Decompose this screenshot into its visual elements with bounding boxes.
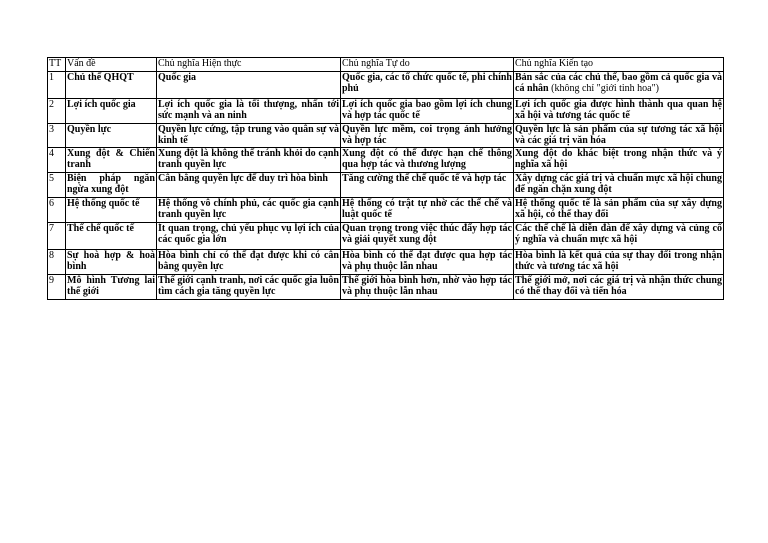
row-number: 8 (48, 250, 66, 275)
table-row (48, 72, 724, 99)
liberalism-cell: Xung đột có thể được hạn chế thông qua hợp tác và thương lượng (341, 148, 514, 173)
realism-cell: Thế giới cạnh tranh, nơi các quốc gia luôn tìm cách gia tăng quyền lực (157, 275, 341, 300)
table-row (48, 250, 724, 275)
constructivism-cell: Các thể chế là diễn đàn để xây dựng và củng cố ý nghĩa và chuẩn mực xã hội (514, 223, 724, 250)
row-number: 1 (48, 72, 66, 99)
realism-cell: Cân bằng quyền lực để duy trì hòa bình (157, 173, 341, 198)
realism-cell: Hòa bình chỉ có thể đạt được khi có cân bằng quyền lực (157, 250, 341, 275)
constructivism-cell: Xung đột do khác biệt trong nhận thức và ý nghĩa xã hội (514, 148, 724, 173)
header-issue: Vấn đề (66, 58, 157, 72)
issue-cell: Hệ thống quốc tế (66, 198, 157, 223)
liberalism-cell: Tăng cường thể chế quốc tế và hợp tác (341, 173, 514, 198)
realism-cell: Ít quan trọng, chủ yếu phục vụ lợi ích của các quốc gia lớn (157, 223, 341, 250)
issue-cell: Lợi ích quốc gia (66, 99, 157, 124)
liberalism-cell: Quan trọng trong việc thúc đẩy hợp tác và giải quyết xung đột (341, 223, 514, 250)
constructivism-text: Bản sắc của các chủ thể, bao gồm cả quốc gia và cá nhân (515, 72, 722, 95)
row-number: 2 (48, 99, 66, 124)
table-row (48, 173, 724, 198)
row-number: 9 (48, 275, 66, 300)
constructivism-cell: Thế giới mở, nơi các giá trị và nhận thức chung có thể thay đổi và tiến hóa (514, 275, 724, 300)
constructivism-cell: Hòa bình là kết quả của sự thay đổi trong nhận thức và tương tác xã hội (514, 250, 724, 275)
issue-cell: Biện pháp ngăn ngừa xung đột (66, 173, 157, 198)
liberalism-cell: Quyền lực mềm, coi trọng ảnh hưởng và hợp tác (342, 124, 512, 147)
issue-cell: Xung đột & Chiến tranh (66, 148, 157, 173)
liberalism-cell: Thế giới hòa bình hơn, nhờ vào hợp tác và phụ thuộc lẫn nhau (341, 275, 514, 300)
liberalism-cell: Quốc gia, các tổ chức quốc tế, phi chính phủ (341, 72, 514, 99)
row-number: 3 (48, 124, 66, 148)
realism-cell: Quốc gia (157, 72, 341, 99)
table-row (48, 275, 724, 300)
header-tt: TT (48, 58, 66, 72)
constructivism-cell (514, 72, 724, 99)
issue-cell: Mô hình Tương lai thế giới (66, 275, 157, 300)
header-realism: Chủ nghĩa Hiện thực (157, 58, 341, 72)
row-number: 6 (48, 198, 66, 223)
liberalism-cell: Hòa bình có thể đạt được qua hợp tác và phụ thuộc lẫn nhau (341, 250, 514, 275)
table-row (48, 198, 724, 223)
table-row (48, 99, 724, 124)
constructivism-cell: Xây dựng các giá trị và chuẩn mực xã hội chung để ngăn chặn xung đột (514, 173, 724, 198)
constructivism-cell: Hệ thống quốc tế là sản phẩm của sự xây dựng xã hội, có thể thay đổi (514, 198, 724, 223)
constructivism-cell: Lợi ích quốc gia được hình thành qua quan hệ xã hội và tương tác quốc tế (514, 99, 724, 124)
realism-cell: Lợi ích quốc gia là tối thượng, nhấn tới sức mạnh và an ninh (157, 99, 341, 124)
header-constructivism: Chủ nghĩa Kiến tạo (514, 58, 724, 72)
constructivism-cell: Quyền lực là sản phẩm của sự tương tác xã hội và các giá trị văn hóa (515, 124, 722, 147)
issue-cell: Quyền lực (66, 124, 157, 148)
row-number: 7 (48, 223, 66, 250)
realism-cell: Xung đột là không thể tránh khỏi do cạnh tranh quyền lực (157, 148, 341, 173)
table-row (48, 148, 724, 173)
issue-cell: Sự hoà hợp & hoà bình (66, 250, 157, 275)
issue-cell: Thể chế quốc tế (66, 223, 157, 250)
table-row (48, 124, 724, 148)
issue-cell: Chủ thể QHQT (66, 72, 157, 99)
row-number: 4 (48, 148, 66, 173)
row-number: 5 (48, 173, 66, 198)
header-liberalism: Chủ nghĩa Tự do (341, 58, 514, 72)
table-row (48, 223, 724, 250)
table-header-row (48, 58, 724, 72)
theory-comparison-table (47, 57, 724, 300)
realism-cell: Quyền lực cứng, tập trung vào quân sự và kinh tế (158, 124, 339, 147)
realism-cell: Hệ thống vô chính phủ, các quốc gia cạnh tranh quyền lực (157, 198, 341, 223)
liberalism-cell: Hệ thống có trật tự nhờ các thể chế và luật quốc tế (341, 198, 514, 223)
constructivism-note: (không chỉ "giới tinh hoa") (548, 83, 660, 95)
liberalism-cell: Lợi ích quốc gia bao gồm lợi ích chung và hợp tác quốc tế (341, 99, 514, 124)
